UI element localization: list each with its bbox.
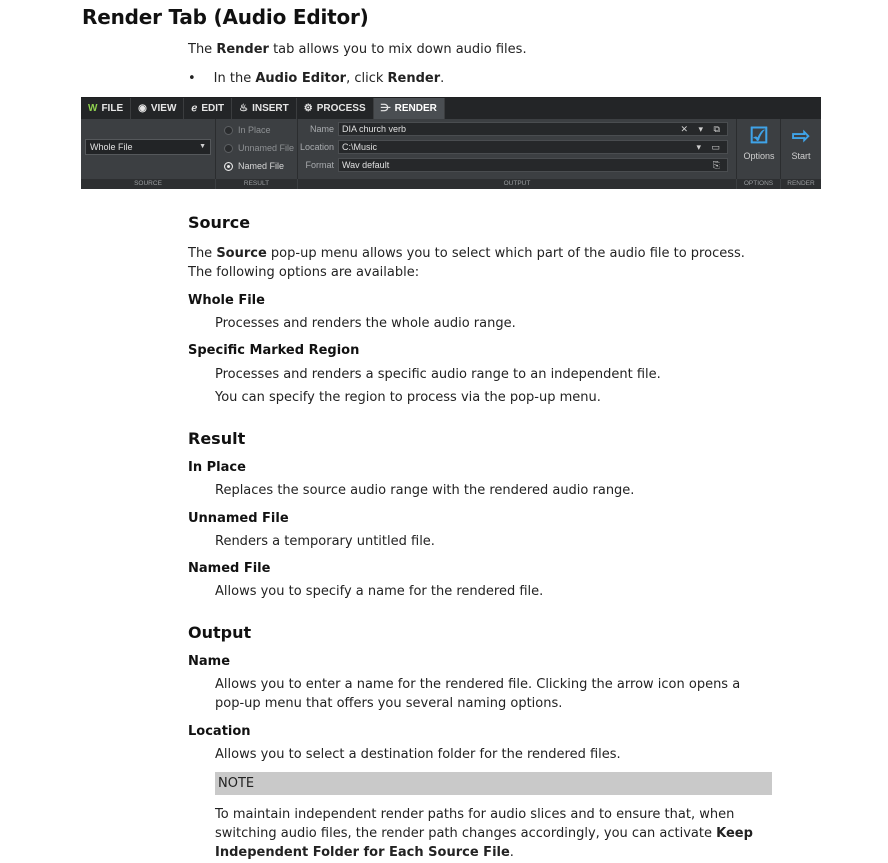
tab-view[interactable]: ◉ VIEW — [131, 98, 184, 119]
def-location: Allows you to select a destination folder for the rendered files. — [215, 747, 621, 762]
radio-unnamed-file[interactable]: Unnamed File — [224, 141, 294, 155]
note-banner: NOTE — [215, 772, 772, 795]
def-unnamed-file: Renders a temporary untitled file. — [215, 534, 435, 549]
options-button[interactable]: ☑ Options — [737, 121, 781, 177]
term-whole-file: Whole File — [188, 293, 265, 308]
group-label-result: RESULT — [216, 179, 298, 189]
format-edit-icon[interactable]: ⎘ — [712, 160, 724, 170]
term-specific-region: Specific Marked Region — [188, 343, 360, 358]
name-field-icons[interactable]: ✕ ▾ ⧉ — [680, 124, 724, 134]
def-name: Allows you to enter a name for the rendered file. Clicking the arrow icon opens a pop-up menu that offers you several naming options. — [215, 677, 741, 711]
term-named-file: Named File — [188, 561, 271, 576]
folder-icon[interactable]: ▾ ▭ — [696, 142, 724, 152]
chevron-down-icon: ▼ — [199, 143, 206, 150]
start-button[interactable]: ⇨ Start — [779, 121, 823, 177]
group-label-source: SOURCE — [81, 179, 216, 189]
result-heading: Result — [188, 429, 246, 448]
location-label: Location — [299, 142, 334, 152]
options-check-icon: ☑ — [749, 123, 769, 148]
format-label: Format — [305, 160, 334, 170]
term-name: Name — [188, 654, 231, 669]
process-icon: ⚙ — [303, 103, 313, 114]
intro-paragraph: The Render tab allows you to mix down audio files. — [188, 42, 527, 57]
def-specific-region-1: Processes and renders a specific audio range to an independent file. — [215, 367, 661, 382]
output-heading: Output — [188, 623, 252, 642]
radio-icon — [224, 126, 233, 135]
result-group — [216, 119, 298, 179]
step-bullet: • In the Audio Editor, click Render. — [188, 71, 445, 86]
render-toolbar — [81, 97, 821, 188]
format-input[interactable]: Wav default ⎘ — [338, 158, 728, 172]
def-whole-file: Processes and renders the whole audio range. — [215, 316, 516, 331]
tab-insert[interactable]: ♨ INSERT — [232, 98, 297, 119]
name-label: Name — [309, 124, 334, 134]
ribbon-body — [81, 119, 821, 179]
edit-icon: ℯ — [191, 103, 198, 114]
radio-icon — [224, 144, 233, 153]
bullet-icon: • — [188, 71, 196, 86]
options-group — [737, 119, 781, 179]
source-description: The Source pop-up menu allows you to select which part of the audio file to process. The following options are available: — [188, 246, 745, 280]
tab-render[interactable]: ⋺ RENDER — [374, 98, 445, 119]
page-title: Render Tab (Audio Editor) — [82, 5, 369, 29]
def-named-file: Allows you to specify a name for the rendered file. — [215, 584, 544, 599]
tab-edit[interactable]: ℯ EDIT — [184, 98, 232, 119]
source-group — [81, 119, 216, 179]
group-labels — [81, 179, 821, 189]
radio-named-file[interactable]: Named File — [224, 159, 284, 173]
render-tab-icon: ⋺ — [380, 103, 391, 114]
term-in-place: In Place — [188, 460, 246, 475]
group-label-options: OPTIONS — [737, 179, 781, 189]
group-label-render: RENDER — [787, 180, 815, 187]
source-heading: Source — [188, 213, 251, 232]
eye-icon: ◉ — [138, 103, 147, 114]
tab-process[interactable]: ⚙ PROCESS — [297, 98, 374, 119]
term-unnamed-file: Unnamed File — [188, 511, 289, 526]
group-label-output: OUTPUT — [298, 179, 737, 189]
ribbon-tabs — [81, 98, 821, 119]
radio-selected-icon — [224, 162, 233, 171]
tab-file[interactable]: W FILE — [81, 98, 131, 119]
term-location: Location — [188, 724, 251, 739]
location-input[interactable]: C:\Music ▾ ▭ — [338, 140, 728, 154]
source-dropdown[interactable]: Whole File ▼ — [85, 139, 211, 155]
def-specific-region-2: You can specify the region to process via the pop-up menu. — [215, 390, 601, 405]
name-input[interactable]: DIA church verb ✕ ▾ ⧉ — [338, 122, 728, 136]
render-group — [781, 119, 821, 179]
file-tab-icon: W — [88, 103, 98, 114]
output-group — [298, 119, 737, 179]
insert-icon: ♨ — [239, 103, 249, 114]
def-in-place: Replaces the source audio range with the rendered audio range. — [215, 483, 635, 498]
start-arrow-icon: ⇨ — [791, 123, 811, 148]
note-text: To maintain independent render paths for audio slices and to ensure that, when switching audio files, the render path changes accordingly, you can activate Keep Independent Folder for Each Source File. — [215, 807, 753, 860]
radio-in-place[interactable]: In Place — [224, 123, 271, 137]
